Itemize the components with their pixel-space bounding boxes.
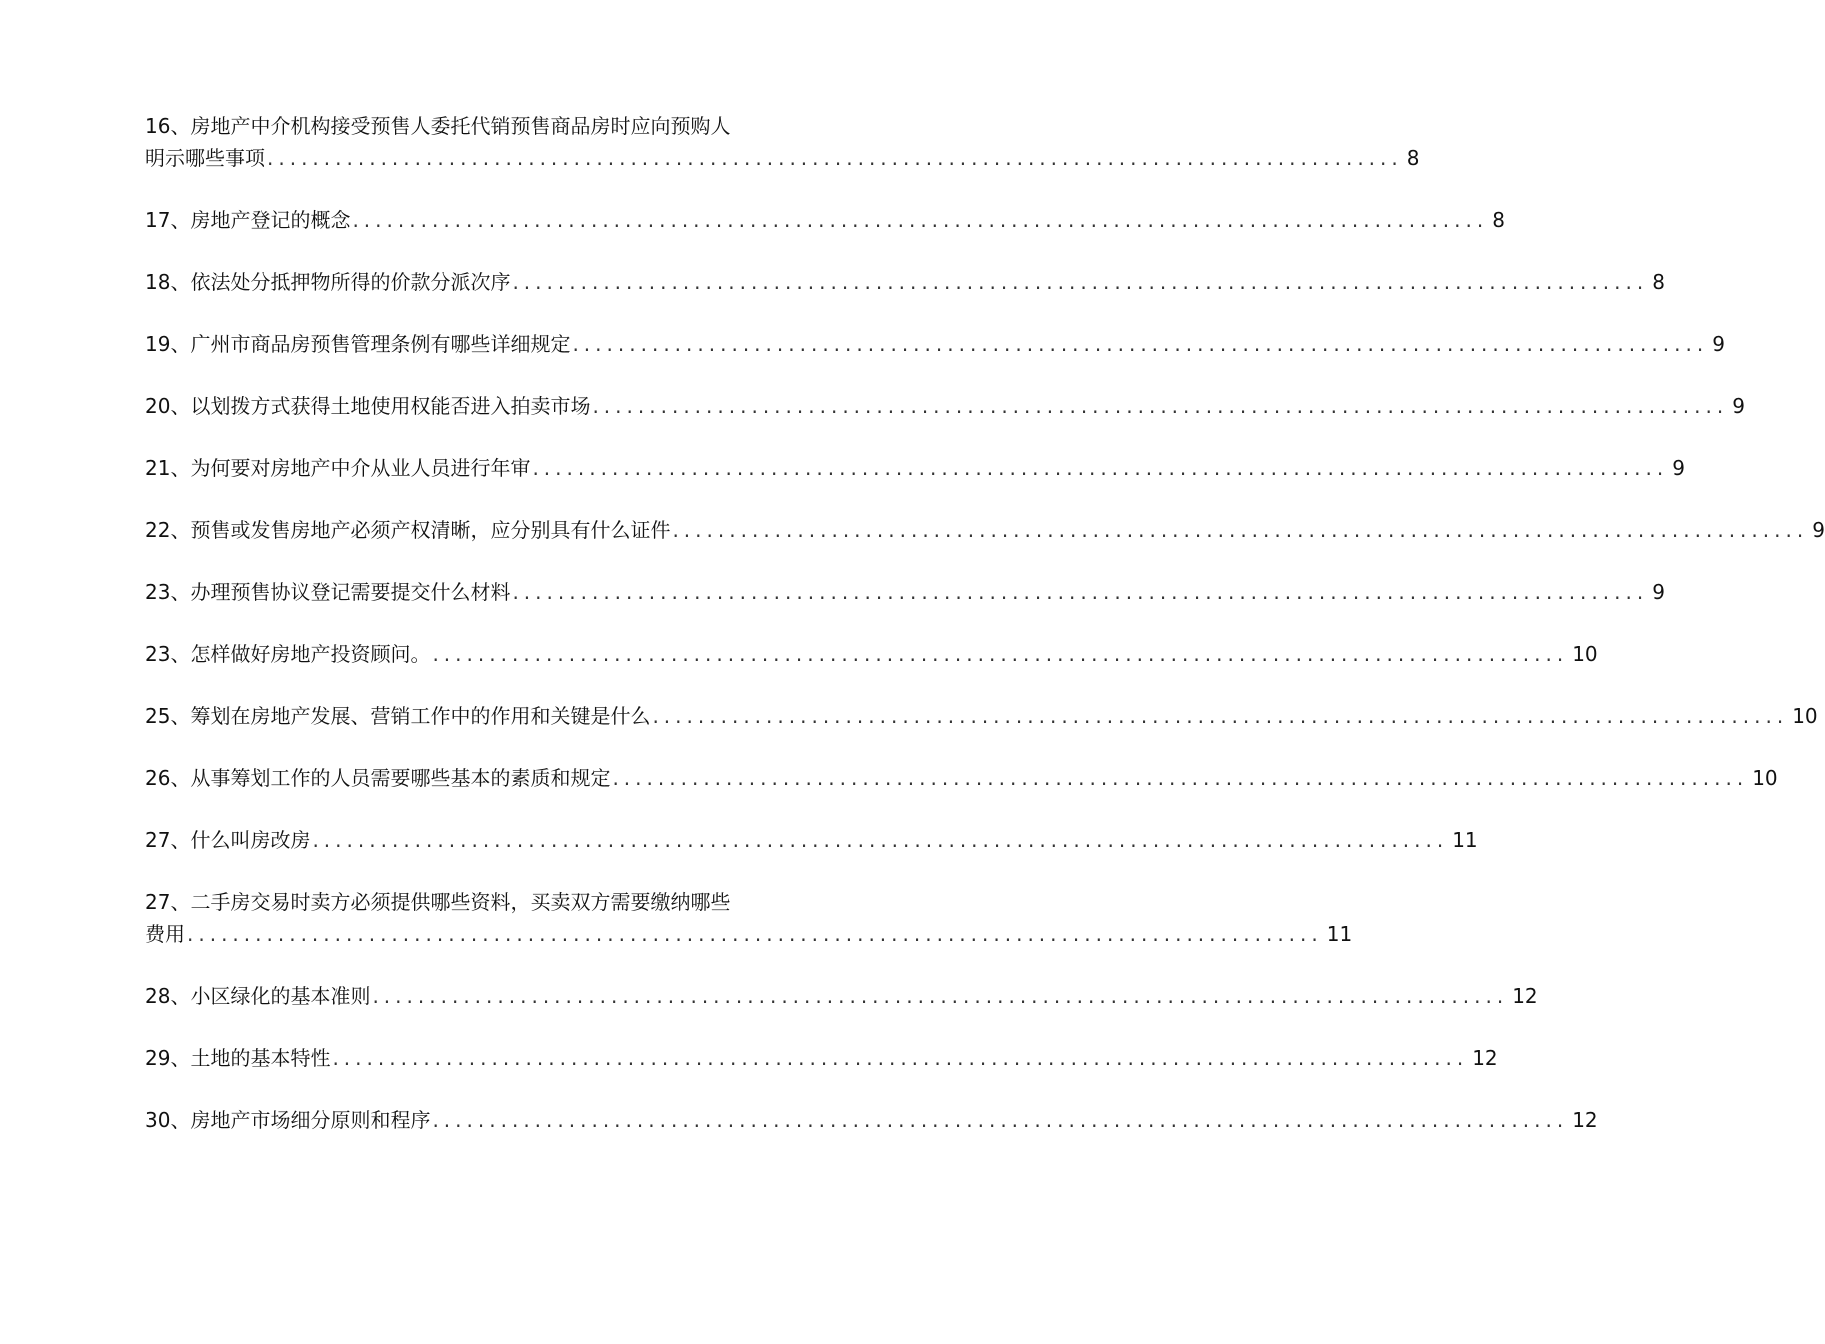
toc-page-number: 12 bbox=[1512, 984, 1538, 1008]
toc-page-number: 8 bbox=[1492, 208, 1505, 232]
toc-entry-title: 22、预售或发售房地产必须产权清晰，应分别具有什么证件 bbox=[145, 518, 671, 542]
toc-entry[interactable] bbox=[145, 110, 1420, 174]
toc-page-number: 8 bbox=[1652, 270, 1665, 294]
toc-leader-dots: .................................................................................................... bbox=[352, 208, 1489, 232]
toc-page-number: 9 bbox=[1652, 580, 1665, 604]
toc-page-number: 9 bbox=[1672, 456, 1685, 480]
toc-leader-dots: .................................................................................................... bbox=[512, 270, 1649, 294]
toc-leader-dots: .................................................................................................... bbox=[592, 394, 1729, 418]
toc-entry-title-line1: 27、二手房交易时卖方必须提供哪些资料，买卖双方需要缴纳哪些 bbox=[145, 890, 731, 914]
toc-leader-dots: .................................................................................................... bbox=[332, 1046, 1469, 1070]
toc-entry-title: 30、房地产市场细分原则和程序 bbox=[145, 1108, 431, 1132]
toc-entry-title: 20、以划拨方式获得土地使用权能否进入拍卖市场 bbox=[145, 394, 591, 418]
toc-entry[interactable] bbox=[145, 638, 1598, 670]
toc-entry-title: 21、为何要对房地产中介从业人员进行年审 bbox=[145, 456, 531, 480]
toc-leader-dots: .................................................................................................... bbox=[187, 922, 1323, 946]
toc-entry[interactable] bbox=[145, 390, 1745, 422]
toc-entry-title: 23、怎样做好房地产投资顾问。 bbox=[145, 642, 431, 666]
toc-leader-dots: .................................................................................................... bbox=[372, 984, 1509, 1008]
toc-entry-title: 28、小区绿化的基本准则 bbox=[145, 984, 371, 1008]
toc-entry[interactable] bbox=[145, 204, 1505, 236]
toc-leader-dots: .................................................................................................... bbox=[532, 456, 1669, 480]
toc-entry[interactable] bbox=[145, 762, 1778, 794]
toc-entry-title: 23、办理预售协议登记需要提交什么材料 bbox=[145, 580, 511, 604]
toc-entry-title: 26、从事筹划工作的人员需要哪些基本的素质和规定 bbox=[145, 766, 611, 790]
toc-leader-dots: .................................................................................................... bbox=[432, 1108, 1569, 1132]
toc-entry[interactable] bbox=[145, 1104, 1598, 1136]
toc-entry-title: 27、什么叫房改房 bbox=[145, 828, 311, 852]
toc-page-number: 8 bbox=[1406, 146, 1420, 170]
toc-page-number: 11 bbox=[1326, 922, 1353, 946]
toc-entry[interactable] bbox=[145, 328, 1725, 360]
table-of-contents bbox=[145, 110, 1825, 1166]
toc-entry-title: 19、广州市商品房预售管理条例有哪些详细规定 bbox=[145, 332, 571, 356]
toc-entry[interactable] bbox=[145, 452, 1685, 484]
toc-leader-dots: .................................................................................................... bbox=[267, 146, 1403, 170]
toc-entry-title: 25、筹划在房地产发展、营销工作中的作用和关键是什么 bbox=[145, 704, 651, 728]
toc-leader-dots: .................................................................................................... bbox=[652, 704, 1789, 728]
toc-entry-title: 17、房地产登记的概念 bbox=[145, 208, 351, 232]
toc-page-number: 9 bbox=[1732, 394, 1745, 418]
toc-page-number: 10 bbox=[1792, 704, 1818, 728]
toc-page-number: 11 bbox=[1452, 828, 1478, 852]
toc-entry[interactable] bbox=[145, 886, 1353, 950]
toc-entry-title-line1: 16、房地产中介机构接受预售人委托代销预售商品房时应向预购人 bbox=[145, 114, 731, 138]
toc-entry-title-line2: 费用 bbox=[145, 922, 185, 946]
toc-entry[interactable] bbox=[145, 980, 1538, 1012]
toc-leader-dots: .................................................................................................... bbox=[572, 332, 1709, 356]
toc-page-number: 10 bbox=[1572, 642, 1598, 666]
toc-leader-dots: .................................................................................................... bbox=[512, 580, 1649, 604]
toc-entry[interactable] bbox=[145, 700, 1818, 732]
toc-entry[interactable] bbox=[145, 266, 1665, 298]
toc-leader-dots: .................................................................................................... bbox=[312, 828, 1449, 852]
toc-page-number: 9 bbox=[1712, 332, 1725, 356]
toc-leader-dots: .................................................................................................... bbox=[612, 766, 1749, 790]
toc-leader-dots: .................................................................................................... bbox=[672, 518, 1809, 542]
toc-entry-title-line2: 明示哪些事项 bbox=[145, 146, 265, 170]
toc-entry-title: 18、依法处分抵押物所得的价款分派次序 bbox=[145, 270, 511, 294]
toc-page-number: 10 bbox=[1752, 766, 1778, 790]
toc-entry[interactable] bbox=[145, 824, 1478, 856]
toc-page-number: 12 bbox=[1572, 1108, 1598, 1132]
toc-entry[interactable] bbox=[145, 1042, 1498, 1074]
toc-leader-dots: .................................................................................................... bbox=[432, 642, 1569, 666]
toc-entry[interactable] bbox=[145, 514, 1825, 546]
toc-entry-title: 29、土地的基本特性 bbox=[145, 1046, 331, 1070]
toc-page-number: 9 bbox=[1812, 518, 1825, 542]
toc-page-number: 12 bbox=[1472, 1046, 1498, 1070]
toc-entry[interactable] bbox=[145, 576, 1665, 608]
